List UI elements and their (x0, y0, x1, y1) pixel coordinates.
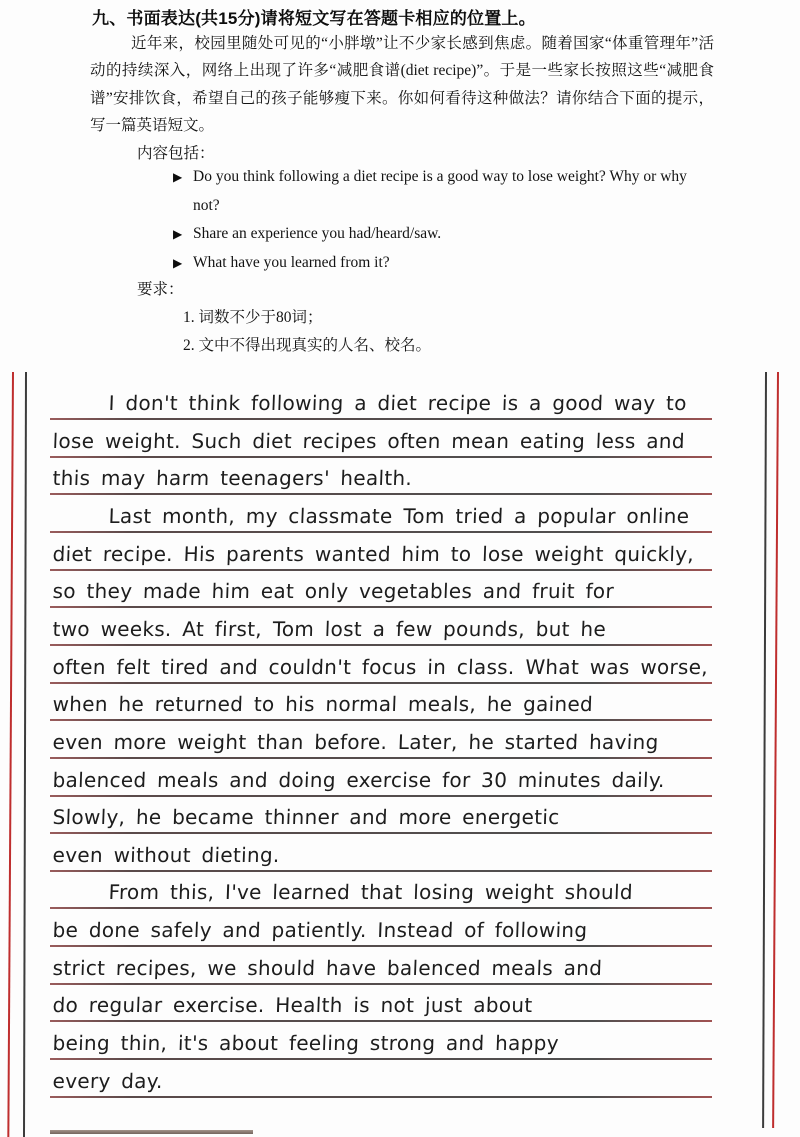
content-point (173, 220, 713, 249)
right-margin-red-line (772, 372, 779, 1128)
content-point-text: Share an experience you had/heard/saw. (193, 225, 442, 242)
essay-line: lose weight. Such diet recipes often mean eating less and (52, 429, 686, 453)
essay-line: often felt tired and couldn't focus in class. What was worse, (52, 655, 709, 679)
task-description: 近年来，校园里随处可见的“小胖墩”让不少家长感到焦虑。随着国家“体重管理年”活动的持续深入，网络上出现了许多“减肥食谱(diet recipe)”。于是一些家长按照这些“减肥食谱”安排饮食，希望自己的孩子能够瘦下来。你如何看待这种做法？请你结合下面的提示，写一篇英语短文。 (90, 35, 714, 134)
essay-line: Last month, my classmate Tom tried a popular online (108, 504, 690, 528)
essay-line: balenced meals and doing exercise for 30 minutes daily. (52, 768, 666, 792)
essay-line: when he returned to his normal meals, he gained (52, 692, 594, 716)
essay-line: every day. (52, 1069, 164, 1093)
essay-line: diet recipe. His parents wanted him to lose weight quickly, (52, 542, 695, 566)
content-point-text: Do you think following a diet recipe is a good way to lose weight? Why or why not? (193, 168, 687, 214)
next-box-edge (50, 1130, 253, 1134)
essay-line: even without dieting. (52, 843, 281, 867)
left-margin-red-line (7, 372, 14, 1137)
essay-line: From this, I've learned that losing weight should (108, 880, 634, 904)
content-points-list (173, 163, 713, 277)
requirement-item: 2. 文中不得出现真实的人名、校名。 (183, 337, 432, 354)
content-label: 内容包括： (137, 145, 215, 162)
section-heading: 九、书面表达(共15分)请将短文写在答题卡相应的位置上。 (92, 9, 536, 28)
content-point-text: What have you learned from it? (193, 253, 390, 271)
requirements-list (183, 304, 431, 360)
essay-line: so they made him eat only vegetables and fruit for (52, 579, 615, 603)
requirement-item: 1. 词数不少于80词； (183, 309, 323, 326)
left-margin-dark-line (23, 372, 27, 1137)
bullet-arrow-icon: ▶ (173, 255, 183, 270)
bullet-arrow-icon: ▶ (173, 227, 183, 241)
essay-line: I don't think following a diet recipe is a good way to (108, 391, 688, 415)
essay-line: do regular exercise. Health is not just about (52, 993, 533, 1017)
requirements-label: 要求： (137, 281, 184, 298)
essay-line: even more weight than before. Later, he started having (52, 730, 659, 754)
essay-line: being thin, it's about feeling strong and happy (52, 1031, 560, 1055)
content-point (173, 249, 713, 278)
essay-line: strict recipes, we should have balenced meals and (52, 956, 603, 980)
right-margin-dark-line (762, 372, 767, 1128)
content-point (173, 163, 713, 220)
bullet-arrow-icon: ▶ (173, 170, 183, 184)
essay-line: be done safely and patiently. Instead of following (52, 918, 588, 942)
essay-line: two weeks. At first, Tom lost a few pounds, but he (52, 617, 607, 641)
essay-line: this may harm teenagers' health. (52, 466, 413, 490)
essay-line: Slowly, he became thinner and more energetic (52, 805, 560, 829)
